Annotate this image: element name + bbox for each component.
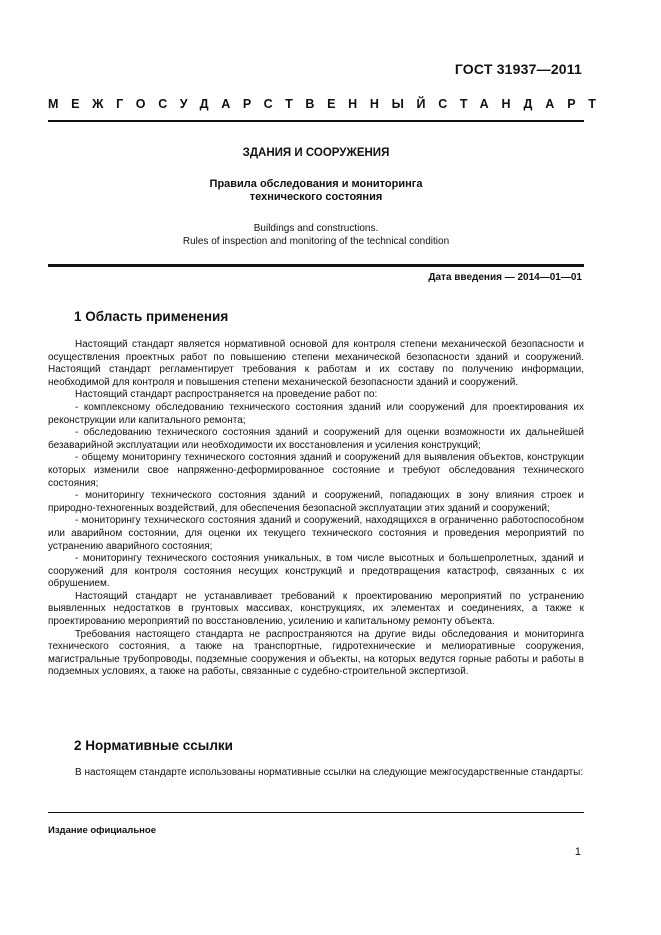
list-item: - обследованию технического состояния зданий и сооружений для оценки возможности их дальнейшей безаварийной эксплуатации или необходимости их восстановления и усиления конструкций; <box>48 427 584 451</box>
list-item: - общему мониторингу технического состояния зданий и сооружений для выявления объектов, конструкции которых изменили свое напряженно-деформированное состояние и требуют обследования технического состояния; <box>48 452 584 489</box>
english-title <box>48 222 584 248</box>
paragraph: Настоящий стандарт распространяется на проведение работ по: <box>75 389 378 401</box>
list-item: - мониторингу технического состояния зданий и сооружений, попадающих в зону влияния строек и природно-техногенных воздействий, для обеспечения безопасной эксплуатации этих зданий и сооружений; <box>48 490 584 514</box>
english-title-line-2: Rules of inspection and monitoring of the technical condition <box>182 236 450 247</box>
list-item: - мониторингу технического состояния уникальных, в том числе высотных и большепролетных, зданий и сооружений для контроля состояния несущих конструкций и предотвращения катастроф, связанных с их обрушением. <box>48 553 584 590</box>
paragraph: Настоящий стандарт является нормативной основой для контроля степени механической безопасности и осуществления проектных работ по повышению степени механической безопасности зданий и сооружений. Настоящий стандарт регламентирует требования к работам и их составу по получению информации, необходимой для контроля и повышения степени механической безопасности зданий и сооружений. <box>48 339 584 388</box>
subtitle-line-1: Правила обследования и мониторинга <box>209 178 423 190</box>
subtitle-line-2: технического состояния <box>249 191 383 203</box>
header-rule <box>48 120 584 122</box>
list-item: - мониторингу технического состояния зданий и сооружений, находящихся в ограниченно работоспособном или аварийном состоянии, для оценки их текущего технического состояния и проведения мероприятий по устранению аварийного состояния; <box>48 515 584 552</box>
footer-rule <box>48 812 584 813</box>
section-1-heading: 1 Область применения <box>74 309 229 324</box>
paragraph: Требования настоящего стандарта не распространяются на другие виды обследования и мониторинга технического состояния, а также на транспортные, гидротехнические и мелиоративные сооружения, магистральные трубопроводы, подземные сооружения и объекты, на которых ведутся горные работы и работы в подземных условиях, а также на работы, связанные с судебно-строительной экспертизой. <box>48 628 584 678</box>
section-1-body <box>48 339 584 679</box>
introduction-date: Дата введения — 2014—01—01 <box>428 272 582 283</box>
standard-code: ГОСТ 31937—2011 <box>454 61 582 77</box>
list-item: - комплексному обследованию технического состояния зданий или сооружений для проектирования их реконструкции или капитального ремонта; <box>48 401 584 426</box>
standard-banner <box>48 97 609 111</box>
section-2-body <box>48 767 584 780</box>
title-rule <box>48 264 584 267</box>
document-subtitle <box>48 178 584 204</box>
page-number: 1 <box>574 846 581 858</box>
paragraph: Настоящий стандарт не устанавливает требований к проектированию мероприятий по устранению выявленных недостатков в грунтовых массивах, конструкциях, их элементах и соединениях, а также к проектированию мероприятий по восстановлению, усилению и капитальному ремонту объекта. <box>48 590 584 628</box>
section-2-heading: 2 Нормативные ссылки <box>74 738 233 753</box>
document-title: ЗДАНИЯ И СООРУЖЕНИЯ <box>242 147 390 159</box>
english-title-line-1: Buildings and constructions. <box>253 223 379 234</box>
paragraph: В настоящем стандарте использованы нормативные ссылки на следующие межгосударственные стандарты: <box>75 767 584 778</box>
banner-word-standard: СТАНДАРТ <box>438 97 609 111</box>
banner-word-interstate: МЕЖГОСУДАРСТВЕННЫЙ <box>48 97 439 111</box>
official-edition-label: Издание официальное <box>48 825 156 836</box>
